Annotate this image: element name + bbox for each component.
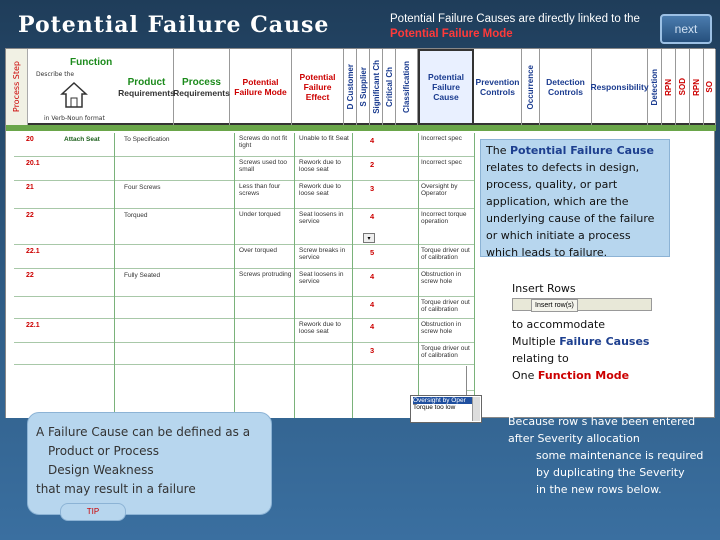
product-req-header (120, 49, 174, 125)
sev-line: in the new rows below. (536, 483, 662, 496)
row-effect: Unable to fit Seat (299, 135, 349, 142)
dropdown-option[interactable]: Torque too low (413, 404, 456, 411)
spreadsheet-lower (5, 366, 467, 418)
sod-header (676, 49, 690, 125)
grid-line (474, 133, 475, 415)
row-mode: Over torqued (239, 247, 277, 254)
row-req: Fully Seated (124, 272, 161, 279)
table-row[interactable] (14, 133, 474, 157)
product-req-l1: Product (127, 76, 166, 88)
sod-label: SOD (678, 78, 687, 96)
insert-line4-wrap (512, 367, 649, 384)
row-cause: Incorrect torque operation (421, 211, 467, 225)
row-mode: Screws protruding (239, 271, 292, 278)
critical-label: Critical Ch (384, 66, 394, 107)
row-severity: 3 (370, 184, 375, 193)
row-cause: Oversight by Operator (421, 183, 458, 197)
row-severity: 4 (370, 300, 375, 309)
row-effect: Rework due to loose seat (299, 321, 341, 335)
insert-line4a: One (512, 369, 538, 382)
row-severity: 4 (370, 272, 375, 281)
product-req-l2: Requirements (118, 87, 175, 98)
row-step: 22.1 (26, 322, 40, 329)
insert-rows-label: Insert row(s) (531, 299, 578, 312)
insert-line2-bold: Failure Causes (559, 335, 650, 348)
customer-label: D Customer (345, 64, 355, 110)
table-row[interactable] (14, 209, 474, 245)
row-cause: Torque driver out of calibration (421, 299, 470, 313)
failure-effect-l2: Failure (303, 82, 332, 92)
failure-effect-header (292, 49, 344, 125)
detection-label: Detection (650, 68, 659, 106)
green-band (6, 125, 716, 131)
row-req: To Specification (124, 136, 170, 143)
detection-controls-header (540, 49, 592, 125)
row-cause: Obstruction in screw hole (421, 321, 462, 335)
insert-line3: relating to (512, 352, 569, 365)
function-desc-2: in Verb-Noun format (44, 115, 105, 122)
row-step: 22 (26, 272, 34, 279)
tip-line: Product or Process (48, 444, 159, 458)
row-effect: Seat loosens in service (299, 211, 344, 225)
function-title: Function (70, 57, 113, 68)
callout-text: relates to defects in design, process, quality, or part application, which are the underlying cause of the failure or which initiate a process which leads to failure. (486, 161, 655, 259)
row-severity: 4 (370, 322, 375, 331)
row-step: 20 (26, 136, 34, 143)
tip-box (27, 412, 272, 515)
classification-label: Classification (402, 60, 411, 113)
grid-line (114, 366, 115, 418)
table-row[interactable] (14, 181, 474, 209)
failure-effect-l1: Potential (299, 72, 336, 82)
row-mode: Less than four screws (239, 183, 281, 197)
responsibility-label: Responsibility (590, 82, 649, 92)
classification-header (396, 49, 418, 125)
function-desc: Describe the (36, 71, 75, 78)
row-step: 20.1 (26, 160, 40, 167)
detection-header (648, 49, 662, 125)
occurrence-label: Occurrence (526, 64, 535, 110)
prevention-l1: Prevention (475, 77, 520, 87)
row-effect: Rework due to loose seat (299, 183, 341, 197)
cause-dropdown-list[interactable] (410, 395, 482, 423)
header-row (6, 49, 716, 125)
process-req-l2: Requirements (173, 87, 230, 98)
header-note-highlight: Potential Failure Mode (390, 28, 513, 40)
cause-callout (480, 139, 670, 257)
insert-rows-note (512, 316, 649, 384)
insert-line2: Multiple (512, 335, 560, 348)
responsibility-header (592, 49, 648, 125)
row-effect: Rework due to loose seat (299, 159, 341, 173)
table-row[interactable] (14, 269, 474, 297)
process-step-label: Process Step (12, 61, 21, 113)
row-cause: Obstruction in screw hole (421, 271, 462, 285)
critical-header (383, 49, 396, 125)
significant-header (370, 49, 383, 125)
next-button[interactable]: next (660, 14, 712, 44)
significant-label: Significant Ch (371, 60, 381, 114)
function-header (30, 51, 120, 123)
header-note (390, 12, 655, 42)
insert-rows-title: Insert Rows (512, 282, 576, 295)
process-req-header (174, 49, 230, 125)
row-effect: Seat loosens in service (299, 271, 344, 285)
row-severity: 2 (370, 160, 375, 169)
table-row[interactable] (14, 343, 474, 365)
insert-rows-button[interactable] (512, 298, 652, 311)
grid-line (352, 366, 353, 418)
dropdown-arrow-icon[interactable]: ▾ (363, 233, 375, 243)
row-severity: 4 (370, 212, 375, 221)
sev-line: Because row s have been entered (508, 415, 696, 428)
insert-line4b: Function Mode (537, 369, 630, 382)
table-row[interactable] (14, 297, 474, 319)
table-row[interactable] (14, 245, 474, 269)
row-severity: 3 (370, 346, 375, 355)
rpn2-header (690, 49, 704, 125)
row-step: 22 (26, 212, 34, 219)
row-step: 22.1 (26, 248, 40, 255)
customer-header (344, 49, 357, 125)
row-mode: Under torqued (239, 211, 281, 218)
process-req-l1: Process (182, 76, 221, 88)
grid-line (234, 366, 235, 418)
row-cause: Incorrect spec (421, 159, 462, 166)
row-cause: Incorrect spec (421, 135, 462, 142)
row-step: 21 (26, 184, 34, 191)
dropdown-option[interactable]: Oversight by Oper (413, 397, 479, 404)
prevention-header (474, 49, 522, 125)
row-req: Four Screws (124, 184, 161, 191)
header-note-prefix: Potential Failure Causes (390, 13, 516, 25)
rpn-label: RPN (664, 78, 673, 96)
row-function: Attach Seat (64, 136, 100, 143)
process-step-header (6, 49, 28, 125)
row-req: Torqued (124, 212, 148, 219)
scrollbar[interactable] (472, 397, 480, 421)
failure-effect-l3: Effect (305, 92, 330, 102)
failure-cause-l2: Failure (432, 82, 460, 92)
failure-mode-l2: Failure Mode (234, 87, 287, 97)
prevention-l2: Controls (480, 87, 515, 97)
supplier-header (357, 49, 370, 125)
house-icon (60, 81, 88, 109)
sev-line: by duplicating the Severity (536, 466, 685, 479)
failure-mode-l1: Potential (242, 77, 279, 87)
insert-line2-wrap (512, 333, 649, 350)
sev-line: after Severity allocation (508, 432, 640, 445)
table-row[interactable] (14, 319, 474, 343)
insert-line1: to accommodate (512, 318, 606, 331)
header-note-middle: are directly linked to the (515, 13, 640, 25)
row-severity: 5 (370, 248, 375, 257)
detection-controls-l2: Controls (548, 87, 583, 97)
so-header (704, 49, 716, 125)
rpn-header (662, 49, 676, 125)
detection-controls-l1: Detection (546, 77, 585, 87)
supplier-label: S Supplier (358, 67, 368, 107)
severity-note (508, 413, 713, 498)
rpn2-label: RPN (692, 78, 701, 96)
failure-cause-l1: Potential (428, 72, 464, 82)
so-label: SO (705, 81, 714, 93)
table-row[interactable] (14, 157, 474, 181)
failure-cause-header[interactable] (418, 49, 474, 125)
failure-mode-header (230, 49, 292, 125)
row-cause: Torque driver out of calibration (421, 247, 470, 261)
tip-line: that may result in a failure (36, 482, 196, 496)
callout-pre: The (486, 144, 510, 157)
row-effect: Screw breaks in service (299, 247, 346, 261)
row-mode: Screws do not fit tight (239, 135, 288, 149)
sev-line: some maintenance is required (536, 449, 704, 462)
tip-tab: TIP (60, 503, 126, 521)
occurrence-header (522, 49, 540, 125)
failure-cause-l3: Cause (433, 92, 459, 102)
grid-line (294, 366, 295, 418)
row-severity: 4 (370, 136, 375, 145)
page-title: Potential Failure Cause (18, 12, 330, 38)
row-mode: Screws used too small (239, 159, 288, 173)
tip-line: A Failure Cause can be defined as a (36, 425, 251, 439)
callout-bold: Potential Failure Cause (509, 144, 654, 157)
row-cause: Torque driver out of calibration (421, 345, 470, 359)
tip-line: Design Weakness (48, 463, 154, 477)
